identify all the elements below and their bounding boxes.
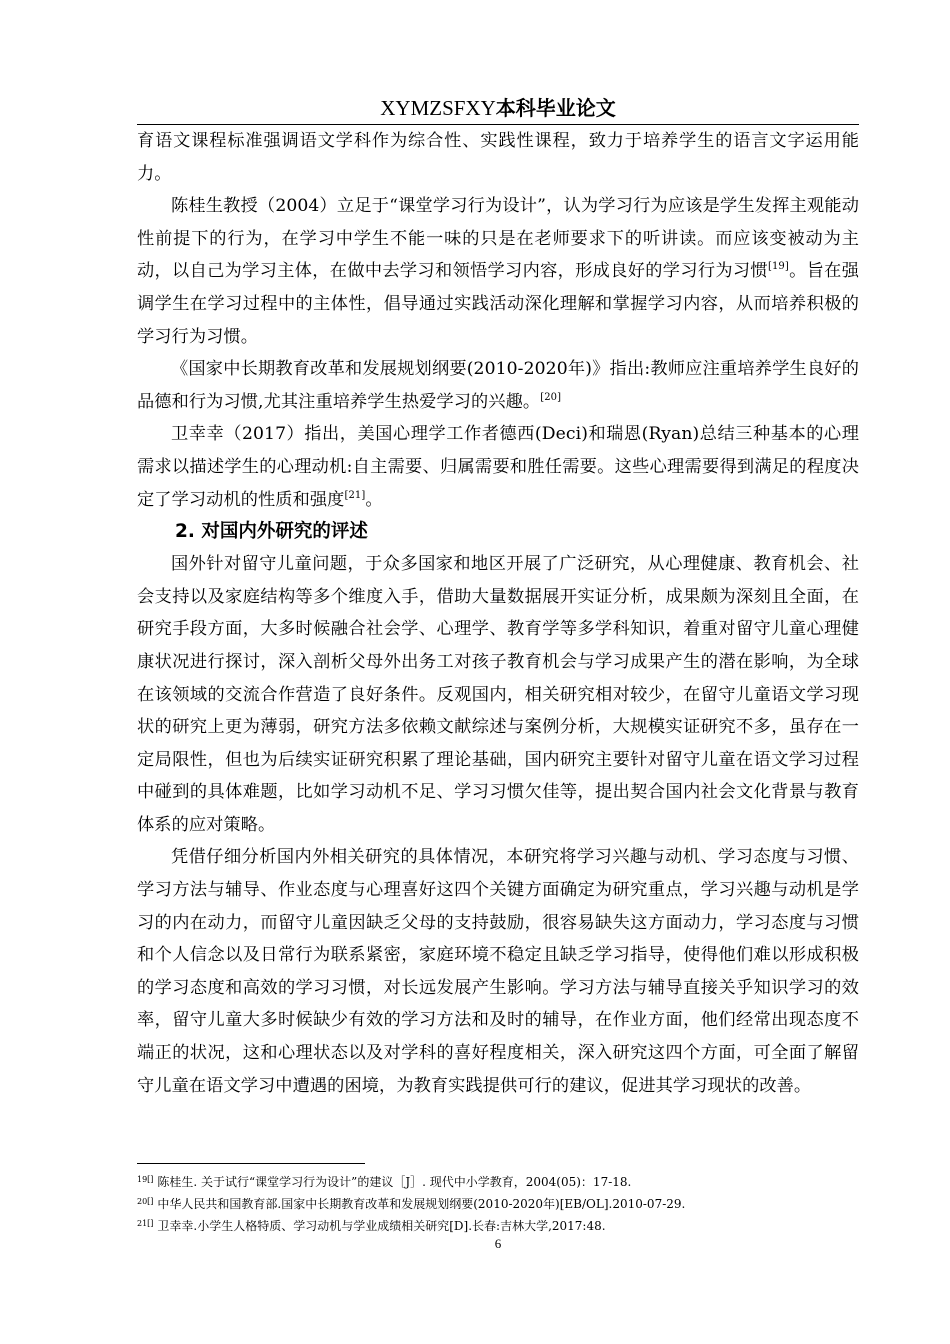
citation-ref[interactable]: [21] [344,489,366,501]
header-code: XYMZSFXY [380,96,496,120]
footnote-text: 中华人民共和国教育部.国家中长期教育改革和发展规划纲要(2010-2020年)[EB/OL].2010-07-29. [157,1197,686,1211]
section-heading: 2. 对国内外研究的评述 [175,521,368,543]
page-number: 6 [494,1236,502,1251]
footnotes [137,1170,859,1236]
footnote-mark: 19[] [137,1175,154,1184]
citation-ref[interactable]: [19] [767,261,789,273]
paragraph-review [137,548,859,841]
paragraph-continuation [137,125,859,190]
header-title: 本科毕业论文 [495,96,616,120]
paragraph-text: 卫幸幸（2017）指出，美国心理学工作者德西(Deci)和瑞恩(Ryan)总结三种基本的心理需求以描述学生的心理动机:自主需要、归属需要和胜任需要。这些心理需要得到满足的程度决定了学习动机的性质和强度 [137,424,859,510]
footnote-item [137,1192,859,1214]
paragraph-text: 。旨在强调学生在学习过程中的主体性，倡导通过实践活动深化理解和掌握学习内容，从而培养积极的学习行为习惯。 [137,261,859,347]
paragraph-chen [137,190,859,353]
footnote-mark: 21[] [137,1219,154,1228]
citation-ref[interactable]: [20] [540,391,562,403]
paragraph-text: 凭借仔细分析国内外相关研究的具体情况，本研究将学习兴趣与动机、学习态度与习惯、学习方法与辅导、作业态度与心理喜好这四个关键方面确定为研究重点，学习兴趣与动机是学习的内在动力，而留守儿童因缺乏父母的支持鼓励，很容易缺失这方面动力，学习态度与习惯和个人信念以及日常行为联系紧密，家庭环境不稳定且缺乏学习指导，使得他们难以形成积极的学习态度和高效的学习习惯，对长远发展产生影响。学习方法与辅导直接关乎知识学习的效率，留守儿童大多时候缺少有效的学习方法和及时的辅导，在作业方面，他们经常出现态度不端正的状况，这和心理状态以及对学科的喜好程度相关，深入研究这四个方面，可全面了解留守儿童在语文学习中遭遇的困境，为教育实践提供可行的建议，促进其学习现状的改善。 [137,847,859,1096]
page-header [137,94,859,122]
paragraph-wei [137,418,859,516]
paragraph-focus [137,841,859,1102]
paragraph-text: 国外针对留守儿童问题，于众多国家和地区开展了广泛研究，从心理健康、教育机会、社会支持以及家庭结构等多个维度入手，借助大量数据展开实证分析，成果颇为深刻且全面，在研究手段方面，大多时候融合社会学、心理学、教育学等多学科知识，着重对留守儿童心理健康状况进行探讨，深入剖析父母外出务工对孩子教育机会与学习成果产生的潜在影响，为全球在该领域的交流合作营造了良好条件。反观国内，相关研究相对较少，在留守儿童语文学习现状的研究上更为薄弱，研究方法多依赖文献综述与案例分析，大规模实证研究不多，虽存在一定局限性，但也为后续实证研究积累了理论基础，国内研究主要针对留守儿童在语文学习过程中碰到的具体难题，比如学习动机不足、学习习惯欠佳等，提出契合国内社会文化背景与教育体系的应对策略。 [137,554,859,835]
footnote-divider [137,1163,365,1164]
footnote-text: 陈桂生. 关于试行“课堂学习行为设计”的建议［J］. 现代中小学教育，2004(05)：17-18. [157,1175,632,1189]
paragraph-text: 。 [365,489,383,510]
body-text [137,125,859,1102]
paragraph-text: 《国家中长期教育改革和发展规划纲要(2010-2020年)》指出:教师应注重培养学生良好的品德和行为习惯,尤其注重培养学生热爱学习的兴趣。 [137,359,859,412]
footnote-item [137,1170,859,1192]
paragraph-outline [137,353,859,418]
footnote-text: 卫幸幸.小学生人格特质、学习动机与学业成绩相关研究[D].长春:吉林大学,2017:48. [157,1219,606,1233]
footnote-mark: 20[] [137,1197,154,1206]
paragraph-text: 陈桂生教授（2004）立足于“课堂学习行为设计”，认为学习行为应该是学生发挥主观能动性前提下的行为，在学习中学生不能一味的只是在老师要求下的听讲读。而应该变被动为主动，以自己为学习主体，在做中去学习和领悟学习内容，形成良好的学习行为习惯 [137,196,859,282]
footnote-item [137,1214,859,1236]
paragraph-text: 育语文课程标准强调语文学科作为综合性、实践性课程，致力于培养学生的语言文字运用能力。 [137,131,859,184]
